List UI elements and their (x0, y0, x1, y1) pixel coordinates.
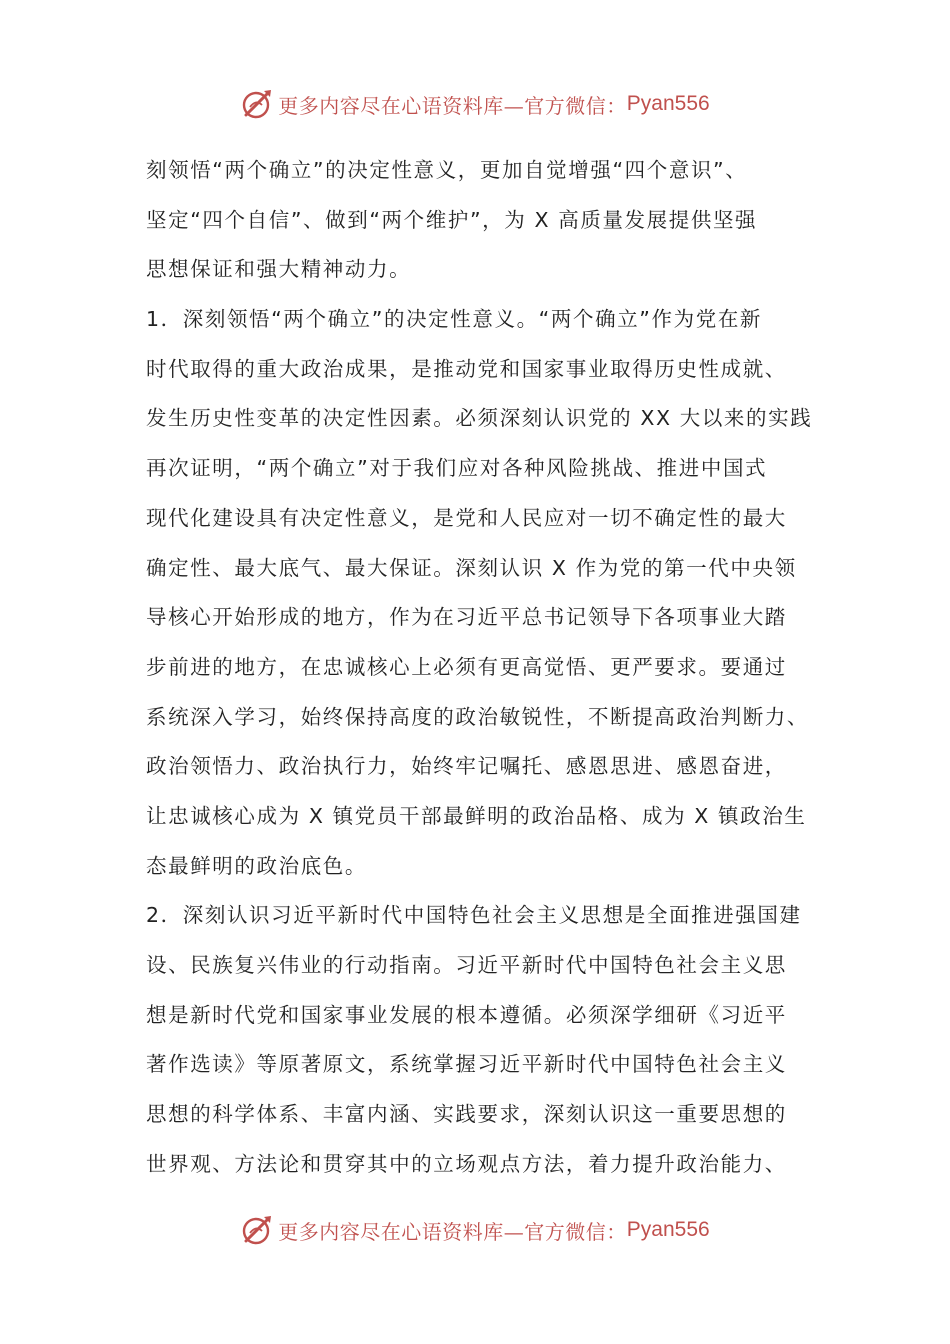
footer-banner (0, 1210, 950, 1250)
document-body (146, 146, 826, 1189)
body-line: 思想保证和强大精神动力。 (146, 257, 412, 282)
header-banner-text: 更多内容尽在心语资料库—官方微信： (278, 93, 627, 118)
body-line: 再次证明，“两个确立”对于我们应对各种风险挑战、推进中国式 (146, 456, 768, 481)
footer-banner-text: 更多内容尽在心语资料库—官方微信： (278, 1219, 627, 1244)
body-line: 态最鲜明的政治底色。 (146, 853, 367, 878)
body-line: 世界观、方法论和贯穿其中的立场观点方法，着力提升政治能力、 (146, 1151, 787, 1176)
body-line: 刻领悟“两个确立”的决定性意义，更加自觉增强“四个意识”、 (146, 158, 748, 182)
body-line: 让忠诚核心成为 X 镇党员干部最鲜明的政治品格、成为 X 镇政治生 (146, 803, 807, 828)
body-line: 坚定“四个自信”、做到“两个维护”，为 X 高质量发展提供坚强 (146, 207, 758, 232)
body-line: 现代化建设具有决定性意义，是党和人民应对一切不确定性的最大 (146, 505, 787, 530)
header-wechat-id: Pyan556 (626, 92, 710, 115)
body-line: 时代取得的重大政治成果，是推动党和国家事业取得历史性成就、 (146, 356, 787, 381)
body-line: 想是新时代党和国家事业发展的根本遵循。必须深学细研《习近平 (146, 1002, 787, 1027)
body-line: 确定性、最大底气、最大保证。深刻认识 X 作为党的第一代中央领 (146, 555, 797, 580)
body-line: 2．深刻认识习近平新时代中国特色社会主义思想是全面推进强国建 (146, 903, 802, 928)
body-line: 导核心开始形成的地方，作为在习近平总书记领导下各项事业大踏 (146, 605, 787, 630)
body-line: 著作选读》等原著原文，系统掌握习近平新时代中国特色社会主义 (146, 1052, 787, 1077)
body-line: 步前进的地方，在忠诚核心上必须有更高觉悟、更严要求。要通过 (146, 654, 787, 679)
body-line: 政治领悟力、政治执行力，始终牢记嘱托、感恩思进、感恩奋进， (146, 754, 787, 779)
body-line: 1．深刻领悟“两个确立”的决定性意义。“两个确立”作为党在新 (146, 307, 763, 332)
footer-wechat-id: Pyan556 (626, 1218, 710, 1241)
body-line: 设、民族复兴伟业的行动指南。习近平新时代中国特色社会主义思 (146, 953, 787, 977)
body-line: 思想的科学体系、丰富内涵、实践要求，深刻认识这一重要思想的 (146, 1102, 787, 1127)
header-banner (0, 84, 950, 124)
body-line: 发生历史性变革的决定性因素。必须深刻认识党的 XX 大以来的实践 (146, 406, 813, 431)
pen-logo-icon (240, 1213, 274, 1247)
pen-logo-icon (240, 87, 274, 121)
body-line: 系统深入学习，始终保持高度的政治敏锐性，不断提高政治判断力、 (146, 704, 809, 729)
